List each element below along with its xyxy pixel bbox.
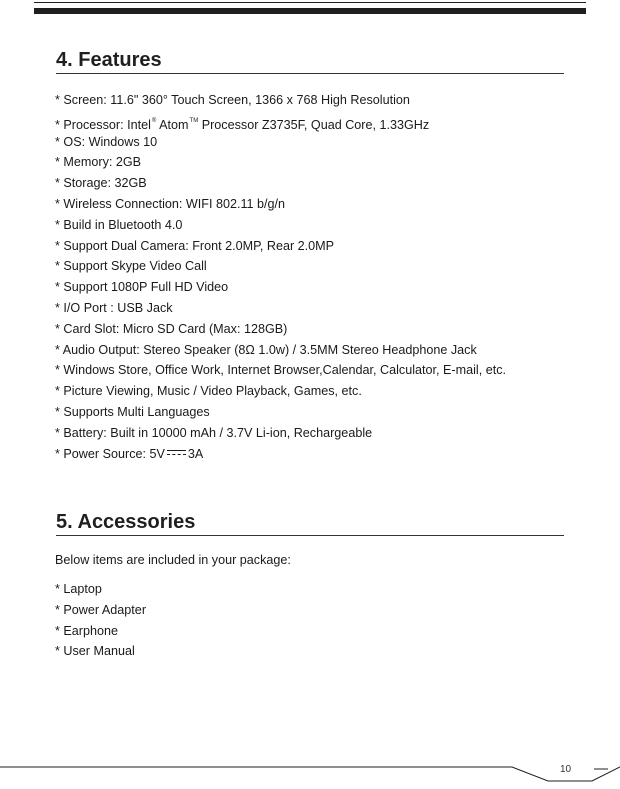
feature-memory: * Memory: 2GB — [55, 155, 142, 170]
dc-symbol-icon — [167, 450, 186, 456]
feature-camera: * Support Dual Camera: Front 2.0MP, Rear 2.0MP — [55, 238, 335, 253]
processor-text-end: Processor Z3735F, Quad Core, 1.33GHz — [198, 117, 430, 132]
header-thin-rule — [34, 2, 586, 3]
accessories-list — [55, 579, 146, 662]
accessory-item: * Laptop — [55, 582, 102, 596]
processor-text-atom: Atom — [156, 117, 189, 132]
page-footer — [0, 762, 620, 784]
power-text-start: * Power Source: 5V — [55, 446, 165, 461]
feature-languages: * Supports Multi Languages — [55, 404, 210, 419]
feature-skype: * Support Skype Video Call — [55, 259, 207, 274]
feature-windows-store: * Windows Store, Office Work, Internet Browser,Calendar, Calculator, E-mail, etc. — [55, 363, 506, 378]
feature-wireless: * Wireless Connection: WIFI 802.11 b/g/n — [55, 196, 286, 211]
accessory-item: * Power Adapter — [55, 602, 147, 617]
accessory-item: * Earphone — [55, 623, 119, 638]
feature-power — [55, 444, 506, 465]
feature-picture: * Picture Viewing, Music / Video Playback, Games, etc. — [55, 384, 362, 399]
header-rule — [34, 8, 586, 14]
accessories-intro: Below items are included in your package: — [55, 553, 291, 567]
power-text-end: 3A — [187, 446, 204, 461]
feature-storage: * Storage: 32GB — [55, 176, 147, 191]
accessories-heading: 5. Accessories — [56, 510, 564, 536]
feature-audio: * Audio Output: Stereo Speaker (8Ω 1.0w) / 3.5MM Stereo Headphone Jack — [55, 342, 477, 357]
features-list — [55, 90, 506, 464]
feature-battery: * Battery: Built in 10000 mAh / 3.7V Li-ion, Rechargeable — [55, 425, 373, 440]
feature-video: * Support 1080P Full HD Video — [55, 280, 229, 295]
features-heading: 4. Features — [56, 48, 564, 74]
footer-rule — [0, 762, 620, 784]
feature-os: * OS: Windows 10 — [55, 134, 158, 149]
registered-mark: ® — [151, 117, 157, 124]
feature-processor — [55, 111, 506, 132]
feature-card-slot: * Card Slot: Micro SD Card (Max: 128GB) — [55, 321, 288, 336]
feature-screen: * Screen: 11.6" 360° Touch Screen, 1366 x 768 High Resolution — [55, 93, 410, 107]
trademark-mark: TM — [189, 117, 199, 124]
page-number: 10 — [560, 764, 572, 775]
feature-io-port: * I/O Port : USB Jack — [55, 300, 173, 315]
processor-text-start: * Processor: Intel — [55, 117, 151, 132]
feature-bluetooth: * Build in Bluetooth 4.0 — [55, 217, 183, 232]
accessory-item: * User Manual — [55, 644, 135, 659]
